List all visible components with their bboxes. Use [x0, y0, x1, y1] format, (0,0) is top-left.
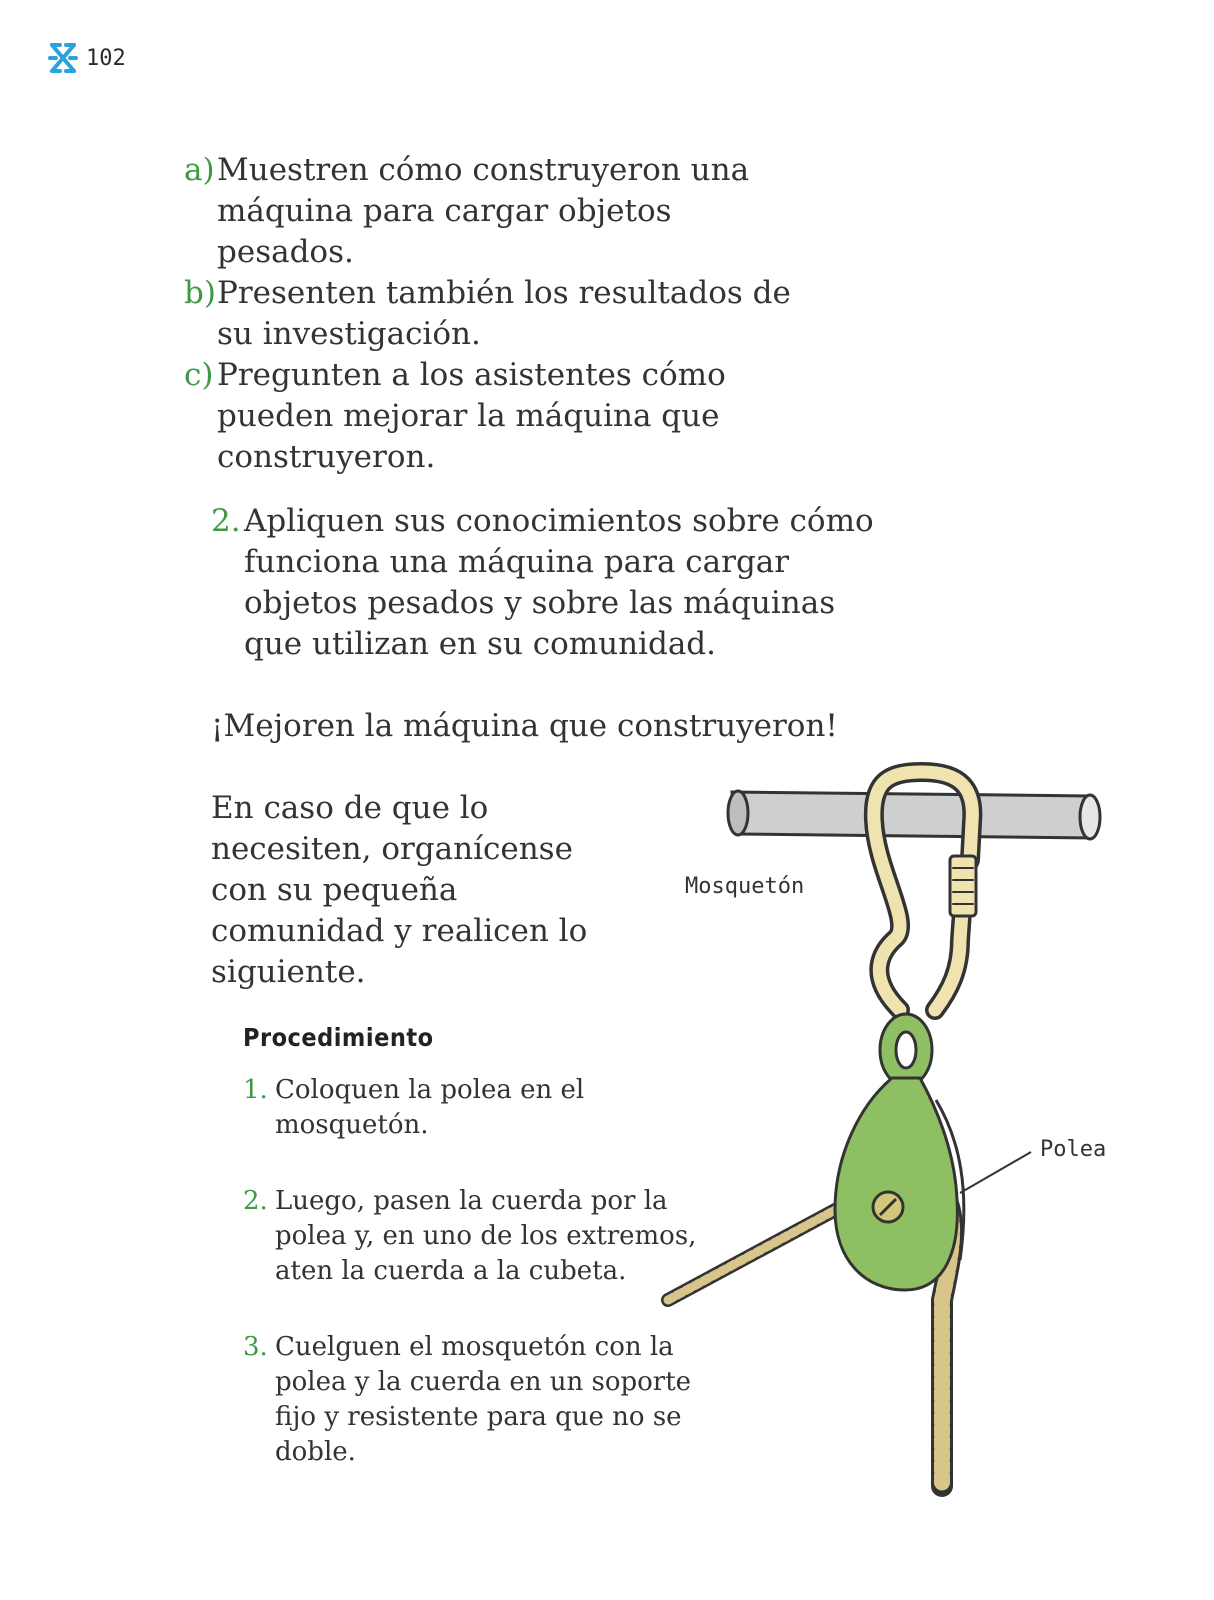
support-bar: [728, 791, 1100, 839]
pulley-illustration: [660, 760, 1120, 1500]
sub-item-text: Muestren cómo construyeron una máquina para cargar objetos pesados.: [217, 152, 750, 270]
page-number: 102: [86, 45, 126, 71]
step-2-number: 2.: [211, 503, 241, 539]
sub-item-label: b): [184, 275, 216, 311]
sub-item-text: Pregunten a los asistentes cómo pueden mejorar la máquina que construyeron.: [217, 357, 726, 475]
presentation-sub-list: [184, 150, 804, 478]
sub-item-label: a): [184, 152, 215, 188]
sub-item-text: Presenten también los resultados de su investigación.: [217, 275, 791, 352]
procedure-title: Procedimiento: [243, 1023, 434, 1052]
procedure-step-text: Luego, pasen la cuerda por la polea y, en uno de los extremos, aten la cuerda a la cubeta.: [275, 1186, 697, 1286]
sub-item-a: [184, 150, 804, 273]
pulley: [835, 1014, 964, 1290]
carabiner-label: Mosquetón: [685, 874, 805, 899]
procedure-step: [243, 1330, 713, 1470]
sub-item-label: c): [184, 357, 214, 393]
rope-left: [668, 1202, 850, 1300]
sub-item-c: [184, 355, 804, 478]
intro-paragraph: En caso de que lo necesiten, organícense con su pequeña comunidad y realicen lo siguiente.: [211, 790, 588, 990]
procedure-step-number: 2.: [243, 1186, 268, 1216]
sub-item-b: [184, 273, 804, 355]
procedure-step-text: Cuelguen el mosquetón con la polea y la cuerda en un soporte fijo y resistente para que no se doble.: [275, 1332, 692, 1467]
improve-heading: ¡Mejoren la máquina que construyeron!: [211, 708, 838, 744]
procedure-step-number: 1.: [243, 1075, 268, 1105]
procedure-step-text: Coloquen la polea en el mosquetón.: [275, 1075, 585, 1140]
page-header: [48, 38, 126, 78]
step-2: [211, 501, 891, 665]
procedure-step: [243, 1184, 713, 1289]
pulley-leader-line: [960, 1152, 1031, 1193]
procedure-list: [243, 1073, 713, 1470]
procedure-step: [243, 1073, 713, 1143]
pulley-label: Polea: [1040, 1137, 1107, 1162]
step-2-text: Apliquen sus conocimientos sobre cómo funciona una máquina para cargar objetos pesados y sobre las máquinas que utilizan en su comunidad.: [244, 503, 874, 662]
procedure-step-number: 3.: [243, 1332, 268, 1362]
mesh-logo-icon: [48, 41, 78, 75]
